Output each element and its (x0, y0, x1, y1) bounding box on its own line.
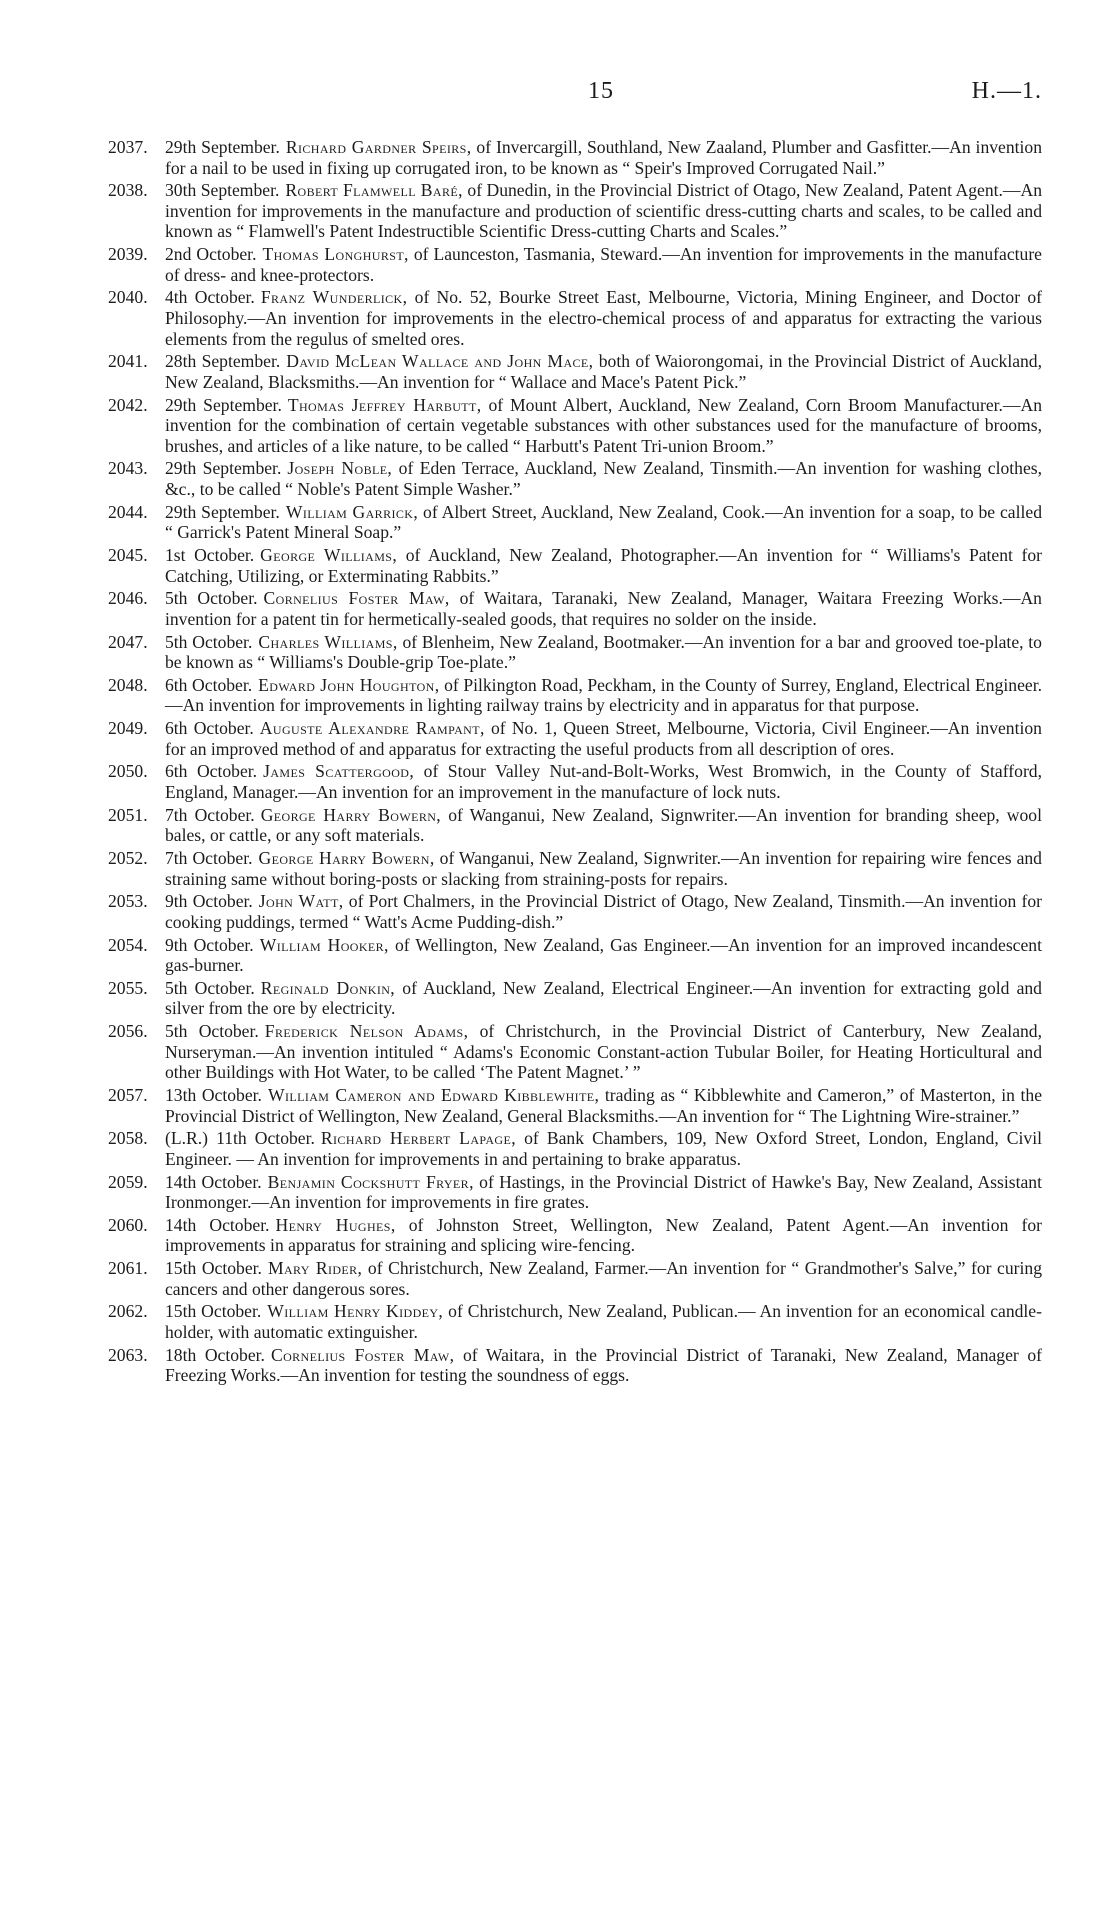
applicant-name: Edward John Houghton, (258, 674, 440, 695)
applicant-name: William Hooker, (259, 934, 389, 955)
entry-description: of Eden Terrace, Auckland, New Zealand, Tinsmith.—An invention for washing clothes, &c., to be called “ Noble's Patent Simple Washer.” (165, 458, 1042, 500)
list-item (108, 1215, 1042, 1256)
entry-description: of Pilkington Road, Peckham, in the County of Surrey, England, Electrical Engineer.—An invention for improvements in lighting railway trains by electricity and in apparatus for that purpose. (165, 674, 1042, 716)
list-item (108, 848, 1042, 889)
applicant-name: Cornelius Foster Maw, (270, 1344, 455, 1365)
entry-description: of Stour Valley Nut-and-Bolt-Works, West Bromwich, in the County of Stafford, England, Manager.—An invention for an improvement in the manufacture of lock nuts. (165, 761, 1042, 803)
entry-number: 2055. (108, 977, 148, 998)
entry-number: 2049. (108, 718, 148, 739)
list-item (108, 588, 1042, 629)
list-item (108, 935, 1042, 976)
applicant-name: David McLean Wallace and John Mace, (286, 351, 594, 372)
entry-number: 2061. (108, 1258, 148, 1279)
entry-number: 2060. (108, 1214, 148, 1235)
applicant-name: Charles Williams, (258, 631, 398, 652)
entry-number: 2045. (108, 545, 148, 566)
list-item (108, 891, 1042, 932)
entry-number: 2052. (108, 848, 148, 868)
list-item (108, 351, 1042, 392)
entry-description: of Christchurch, New Zealand, Farmer.—An invention for “ Grandmother's Salve,” for curing cancers and other dangerous sores. (165, 1258, 1042, 1299)
list-item (108, 1258, 1042, 1299)
entry-date: 29th September. (165, 137, 280, 157)
entry-description: of Auckland, New Zealand, Photographer.—An invention for “ Williams's Patent for Catching, Utilizing, or Exterminating Rabbits.” (165, 545, 1042, 586)
applicant-name: Joseph Noble, (287, 458, 393, 479)
entry-date: 7th October. (165, 804, 255, 825)
entry-description: of Waitara, Taranaki, New Zealand, Manager, Waitara Freezing Works.—An invention for a patent tin for hermetically-sealed goods, that requires no solder on the inside. (165, 588, 1042, 629)
applicant-name: George Williams, (260, 545, 398, 566)
entry-date: 4th October. (165, 287, 255, 308)
entry-description: of Mount Albert, Auckland, New Zealand, Corn Broom Manufacturer.—An invention for the combination of certain vegetable substances with other substances used for the manufacture of brooms, brushes, and articles of a like nature, to be called “ Harbutt's Patent Tri-union Broom.” (165, 394, 1043, 456)
entry-number: 2053. (108, 891, 148, 912)
entry-number: 2057. (108, 1085, 148, 1105)
entry-description: of Waitara, in the Provincial District of Taranaki, New Zealand, Manager of Freezing Works.—An invention for testing the soundness of eggs. (165, 1344, 1042, 1386)
list-item (108, 244, 1042, 285)
list-item (108, 1301, 1042, 1342)
entry-date: 13th October. (165, 1085, 262, 1105)
list-item (108, 1085, 1042, 1126)
entry-date: 28th September. (165, 351, 281, 372)
entry-description: of No. 52, Bourke Street East, Melbourne, Victoria, Mining Engineer, and Doctor of Philosophy.—An invention for improvements in the electro-chemical process of and apparatus for extracting the various elements from the regulus of smelted ores. (165, 287, 1042, 349)
list-item (108, 458, 1042, 499)
applicant-name: Reginald Donkin, (260, 977, 396, 998)
applicant-name: George Harry Bowern, (258, 848, 435, 868)
applicant-name: Mary Rider, (267, 1258, 363, 1279)
entry-number: 2042. (108, 394, 148, 415)
entry-date: 9th October. (165, 891, 253, 912)
entry-description: of Wellington, New Zealand, Gas Engineer.—An invention for an improved incandescent gas-burner. (165, 934, 1042, 976)
entry-date: 5th October. (165, 588, 258, 609)
paper-reference: H.—1. (971, 78, 1042, 104)
entry-date: 15th October. (165, 1301, 262, 1322)
list-item (108, 395, 1042, 457)
list-item (108, 761, 1042, 802)
entry-date: 30th September. (165, 180, 280, 201)
applicant-name: James Scattergood, (263, 761, 415, 782)
applicant-name: William Henry Kiddey, (267, 1301, 444, 1322)
entry-number: 2063. (108, 1344, 148, 1365)
entry-number: 2059. (108, 1171, 148, 1192)
applicant-name: George Harry Bowern, (260, 804, 442, 825)
entry-date: 5th October. (165, 977, 255, 998)
entry-number: 2050. (108, 761, 148, 782)
entry-description: of Johnston Street, Wellington, New Zealand, Patent Agent.—An invention for improvements in apparatus for straining and splicing wire-fencing. (165, 1214, 1042, 1256)
entry-description: of Blenheim, New Zealand, Bootmaker.—An invention for a bar and grooved toe-plate, to be known as “ Williams's Double-grip Toe-plate.” (165, 631, 1042, 673)
list-item (108, 805, 1042, 846)
list-item (108, 632, 1042, 673)
entry-number: 2054. (108, 934, 148, 955)
list-item (108, 1345, 1042, 1386)
entry-date: 5th October. (165, 631, 253, 652)
list-item (108, 1021, 1042, 1083)
entry-number: 2039. (108, 244, 148, 265)
entry-description: of Christchurch, in the Provincial District of Canterbury, New Zealand, Nurseryman.—An invention intituled “ Adams's Economic Constant-action Tubular Boiler, for Heating Horticultural and other Buildings with Hot Water, to be called ‘The Patent Magnet.’ ” (165, 1021, 1042, 1083)
applicant-name: William Cameron and Edward Kibblewhite, (267, 1085, 600, 1105)
entry-description: of Bank Chambers, 109, New Oxford Street, London, England, Civil Engineer. — An invention for improvements in and pertaining to brake apparatus. (165, 1128, 1043, 1169)
list-item (108, 718, 1042, 759)
list-item (108, 545, 1042, 586)
entry-description: of Dunedin, in the Provincial District of Otago, New Zealand, Patent Agent.—An invention for improvements in the manufacture and production of scientific dress-cutting charts and scales, to be called and known as “ Flamwell's Patent Indestructible Scientific Dress-cutting Charts and Scales.” (165, 180, 1042, 242)
entry-number: 2037. (108, 137, 148, 157)
entry-number: 2038. (108, 180, 148, 201)
applicant-name: Franz Wunderlick, (260, 287, 408, 308)
entry-description: of Launceston, Tasmania, Steward.—An invention for improvements in the manufacture of dress- and knee-protectors. (165, 244, 1042, 285)
applicant-name: Cornelius Foster Maw, (263, 588, 450, 609)
entry-description: of Wanganui, New Zealand, Signwriter.—An invention for branding sheep, wool bales, or cattle, or any soft materials. (165, 804, 1042, 846)
patent-application-list (108, 137, 1042, 1388)
entry-date: 29th September. (165, 501, 280, 522)
entry-number: 2043. (108, 458, 148, 479)
list-item (108, 1172, 1042, 1213)
list-item (108, 502, 1042, 543)
entry-description: of Christchurch, New Zealand, Publican.— An invention for an economical candle-holder, with automatic extinguisher. (165, 1301, 1042, 1342)
entry-date: 1st October. (165, 545, 255, 566)
entry-description: of Invercargill, Southland, New Zaaland, Plumber and Gasfitter.—An invention for a nail to be used in fixing up corrugated iron, to be known as “ Speir's Improved Corrugated Nail.” (165, 137, 1043, 178)
list-item (108, 675, 1042, 716)
list-item (108, 287, 1042, 349)
applicant-name: Henry Hughes, (275, 1214, 396, 1235)
applicant-name: Auguste Alexandre Rampant, (259, 718, 485, 739)
applicant-name: William Garrick, (285, 501, 419, 522)
entry-date: 9th October. (165, 934, 254, 955)
entry-date: 6th October. (165, 718, 254, 739)
entry-description: both of Waiorongomai, in the Provincial District of Auckland, New Zealand, Blacksmiths.—An invention for “ Wallace and Mace's Patent Pick.” (165, 351, 1043, 392)
entry-description: trading as “ Kibblewhite and Cameron,” of Masterton, in the Provincial District of Wellington, New Zealand, General Blacksmiths.—An invention for “ The Lightning Wire-strainer.” (165, 1085, 1043, 1126)
applicant-name: Thomas Longhurst, (262, 244, 409, 265)
entry-date: 15th October. (165, 1258, 262, 1279)
applicant-name: Richard Gardner Speirs, (285, 137, 472, 157)
entry-number: 2048. (108, 674, 148, 695)
entry-date: 2nd October. (165, 244, 257, 265)
page-number: 15 (588, 78, 614, 104)
entry-description: of Wanganui, New Zealand, Signwriter.—An invention for repairing wire fences and straining same without boring-posts or slacking from straining-posts for repairs. (165, 848, 1042, 889)
entry-date: 6th October. (165, 674, 253, 695)
entry-description: of Hastings, in the Provincial District of Hawke's Bay, New Zealand, Assistant Ironmonger.—An invention for improvements in fire grates. (165, 1171, 1042, 1213)
entry-date: 14th October. (165, 1214, 270, 1235)
page-header (160, 78, 1042, 112)
entry-date: 29th September. (165, 458, 282, 479)
entry-number: 2044. (108, 501, 148, 522)
entry-number: 2058. (108, 1128, 148, 1149)
list-item (108, 978, 1042, 1019)
entry-number: 2056. (108, 1021, 148, 1042)
list-item (108, 1128, 1042, 1169)
entry-date: 14th October. (165, 1171, 262, 1192)
applicant-name: Benjamin Cockshutt Fryer, (267, 1171, 474, 1192)
entry-number: 2040. (108, 287, 148, 308)
applicant-name: Thomas Jeffrey Harbutt, (287, 394, 482, 415)
list-item (108, 180, 1042, 242)
entry-number: 2046. (108, 588, 148, 609)
entry-description: of Port Chalmers, in the Provincial District of Otago, New Zealand, Tinsmith.—An invention for cooking puddings, termed “ Watt's Acme Pudding-dish.” (165, 891, 1042, 932)
entry-date: 7th October. (165, 848, 253, 868)
entry-number: 2051. (108, 804, 148, 825)
applicant-name: Richard Herbert Lapage, (320, 1128, 517, 1149)
entry-number: 2041. (108, 351, 148, 372)
entry-description: of Auckland, New Zealand, Electrical Engineer.—An invention for extracting gold and silver from the ore by electricity. (165, 977, 1042, 1019)
entry-description: of Albert Street, Auckland, New Zealand, Cook.—An invention for a soap, to be called “ Garrick's Patent Mineral Soap.” (165, 501, 1042, 543)
applicant-name: Frederick Nelson Adams, (264, 1021, 469, 1042)
entry-description: of No. 1, Queen Street, Melbourne, Victoria, Civil Engineer.—An invention for an improved method of and apparatus for extracting the useful products from all description of ores. (165, 718, 1042, 759)
entry-date: 29th September. (165, 394, 282, 415)
entry-date: 5th October. (165, 1021, 259, 1042)
list-item (108, 137, 1042, 178)
applicant-name: John Watt, (258, 891, 344, 912)
entry-date: (L.R.) 11th October. (165, 1128, 315, 1149)
entry-number: 2062. (108, 1301, 148, 1322)
entry-date: 6th October. (165, 761, 258, 782)
applicant-name: Robert Flamwell Baré, (285, 180, 463, 201)
entry-number: 2047. (108, 631, 148, 652)
entry-date: 18th October. (165, 1344, 265, 1365)
